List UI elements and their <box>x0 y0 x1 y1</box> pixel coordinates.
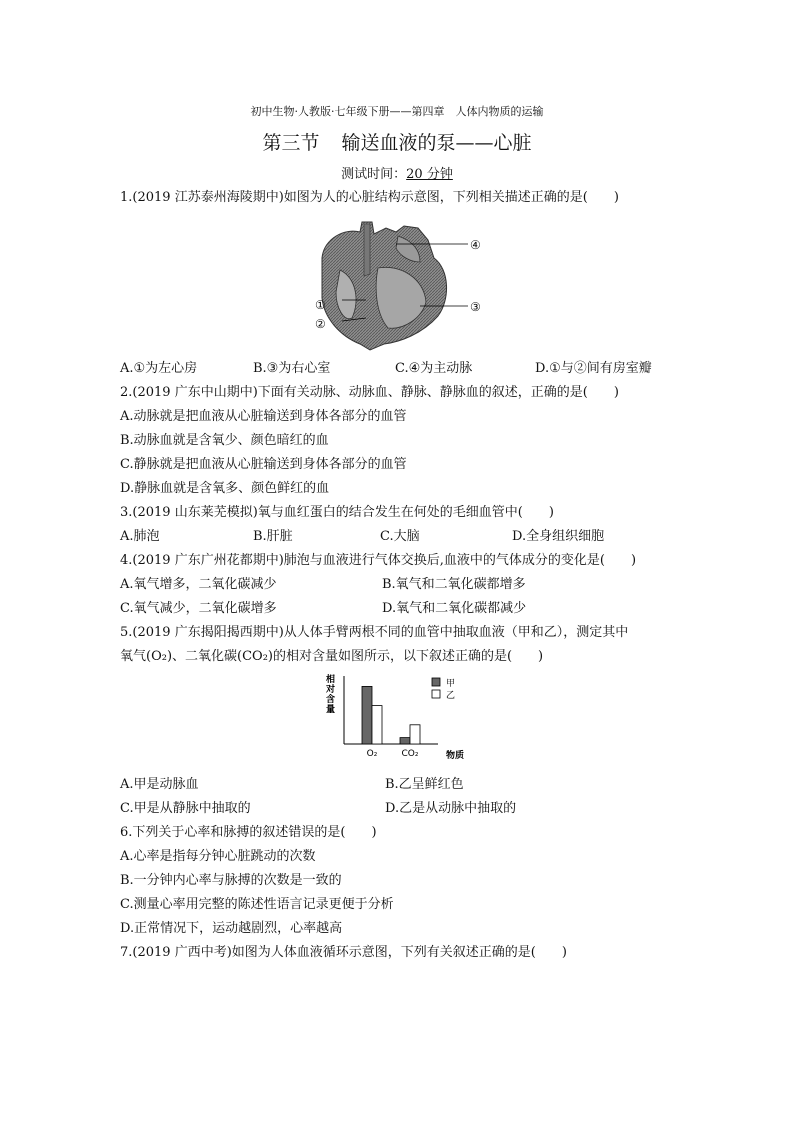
q4-option-b: B.氧气和二氧化碳都增多 <box>382 577 526 592</box>
question-4-stem: 4.(2019 广东广州花都期中)肺泡与血液进行气体交换后,血液中的气体成分的变化是( ) <box>120 553 637 568</box>
q1-option-c: C.④为主动脉 <box>395 361 473 376</box>
x-axis-label: 物质 <box>446 751 465 761</box>
bar-乙-O₂ <box>372 706 382 744</box>
q2-option-b: B.动脉血就是含氧少、颜色暗红的血 <box>120 433 329 448</box>
y-axis-label: 相对含量 <box>326 675 336 715</box>
q3-option-d: D.全身组织细胞 <box>512 529 605 544</box>
q3-option-c: C.大脑 <box>380 529 420 544</box>
question-5-stem-line-1: 5.(2019 广东揭阳揭西期中)从人体手臂两根不同的血管中抽取血液（甲和乙），测定其中 <box>120 625 629 640</box>
question-6-stem: 6.下列关于心率和脉搏的叙述错误的是( ) <box>120 825 377 840</box>
section-number: 第三节 <box>262 132 320 154</box>
q6-option-a: A.心率是指每分钟心脏跳动的次数 <box>120 849 316 864</box>
heart-shape <box>322 222 447 350</box>
test-time-label: 测试时间： <box>341 167 407 182</box>
section-title <box>0 128 794 155</box>
heart-label-2: ② <box>315 317 326 331</box>
legend-swatch-甲 <box>432 678 440 686</box>
q2-option-d: D.静脉血就是含氧多、颜色鲜红的血 <box>120 481 330 496</box>
legend-label: 甲 <box>446 679 456 689</box>
q1-option-a: A.①为左心房 <box>120 361 198 376</box>
tick-label: CO₂ <box>401 749 419 759</box>
question-7-stem: 7.(2019 广西中考)如图为人体血液循环示意图，下列有关叙述正确的是( ) <box>120 945 567 960</box>
oxygen-co2-bar-chart <box>320 672 490 764</box>
q5-option-c: C.甲是从静脉中抽取的 <box>120 801 251 816</box>
tick-label: O₂ <box>366 749 378 759</box>
q2-option-c: C.静脉就是把血液从心脏输送到身体各部分的血管 <box>120 457 407 472</box>
q5-option-a: A.甲是动脉血 <box>120 777 199 792</box>
legend-swatch-乙 <box>432 690 440 698</box>
bar-甲-O₂ <box>362 686 372 744</box>
legend-label: 乙 <box>446 691 456 701</box>
question-2-stem: 2.(2019 广东中山期中)下面有关动脉、动脉血、静脉、静脉血的叙述，正确的是( ) <box>120 385 619 400</box>
q3-option-b: B.肝脏 <box>253 529 293 544</box>
question-5-stem-line-2: 氧气(O₂)、二氧化碳(CO₂)的相对含量如图所示，以下叙述正确的是( ) <box>120 649 544 664</box>
test-time <box>0 163 794 182</box>
q6-option-d: D.正常情况下，运动越剧烈，心率越高 <box>120 921 343 936</box>
q4-option-a: A.氧气增多，二氧化碳减少 <box>120 577 277 592</box>
q5-option-b: B.乙呈鲜红色 <box>385 777 464 792</box>
q6-option-b: B.一分钟内心率与脉搏的次数是一致的 <box>120 873 342 888</box>
q6-option-c: C.测量心率用完整的陈述性语言记录更便于分析 <box>120 897 394 912</box>
heart-label-4: ④ <box>470 238 481 252</box>
page-header: 初中生物·人教版·七年级下册——第四章 人体内物质的运输 <box>250 105 544 118</box>
bar-甲-CO₂ <box>400 738 410 744</box>
bar-乙-CO₂ <box>410 725 420 744</box>
heart-label-3: ③ <box>470 300 481 314</box>
q1-option-b: B.③为右心室 <box>253 361 331 376</box>
question-1-stem: 1.(2019 江苏泰州海陵期中)如图为人的心脏结构示意图，下列相关描述正确的是( ) <box>120 190 619 205</box>
q3-option-a: A.肺泡 <box>120 529 160 544</box>
heart-label-1: ① <box>315 298 326 312</box>
test-time-value: 20 分钟 <box>406 167 453 182</box>
section-name: 输送血液的泵——心脏 <box>341 132 532 154</box>
q5-option-d: D.乙是从动脉中抽取的 <box>385 801 517 816</box>
question-3-stem: 3.(2019 山东莱芜模拟)氧与血红蛋白的结合发生在何处的毛细血管中( ) <box>120 505 554 520</box>
q1-option-d: D.①与②间有房室瓣 <box>535 361 652 376</box>
q4-option-d: D.氧气和二氧化碳都减少 <box>382 601 527 616</box>
q4-option-c: C.氧气减少，二氧化碳增多 <box>120 601 277 616</box>
q2-option-a: A.动脉就是把血液从心脏输送到身体各部分的血管 <box>120 409 407 424</box>
